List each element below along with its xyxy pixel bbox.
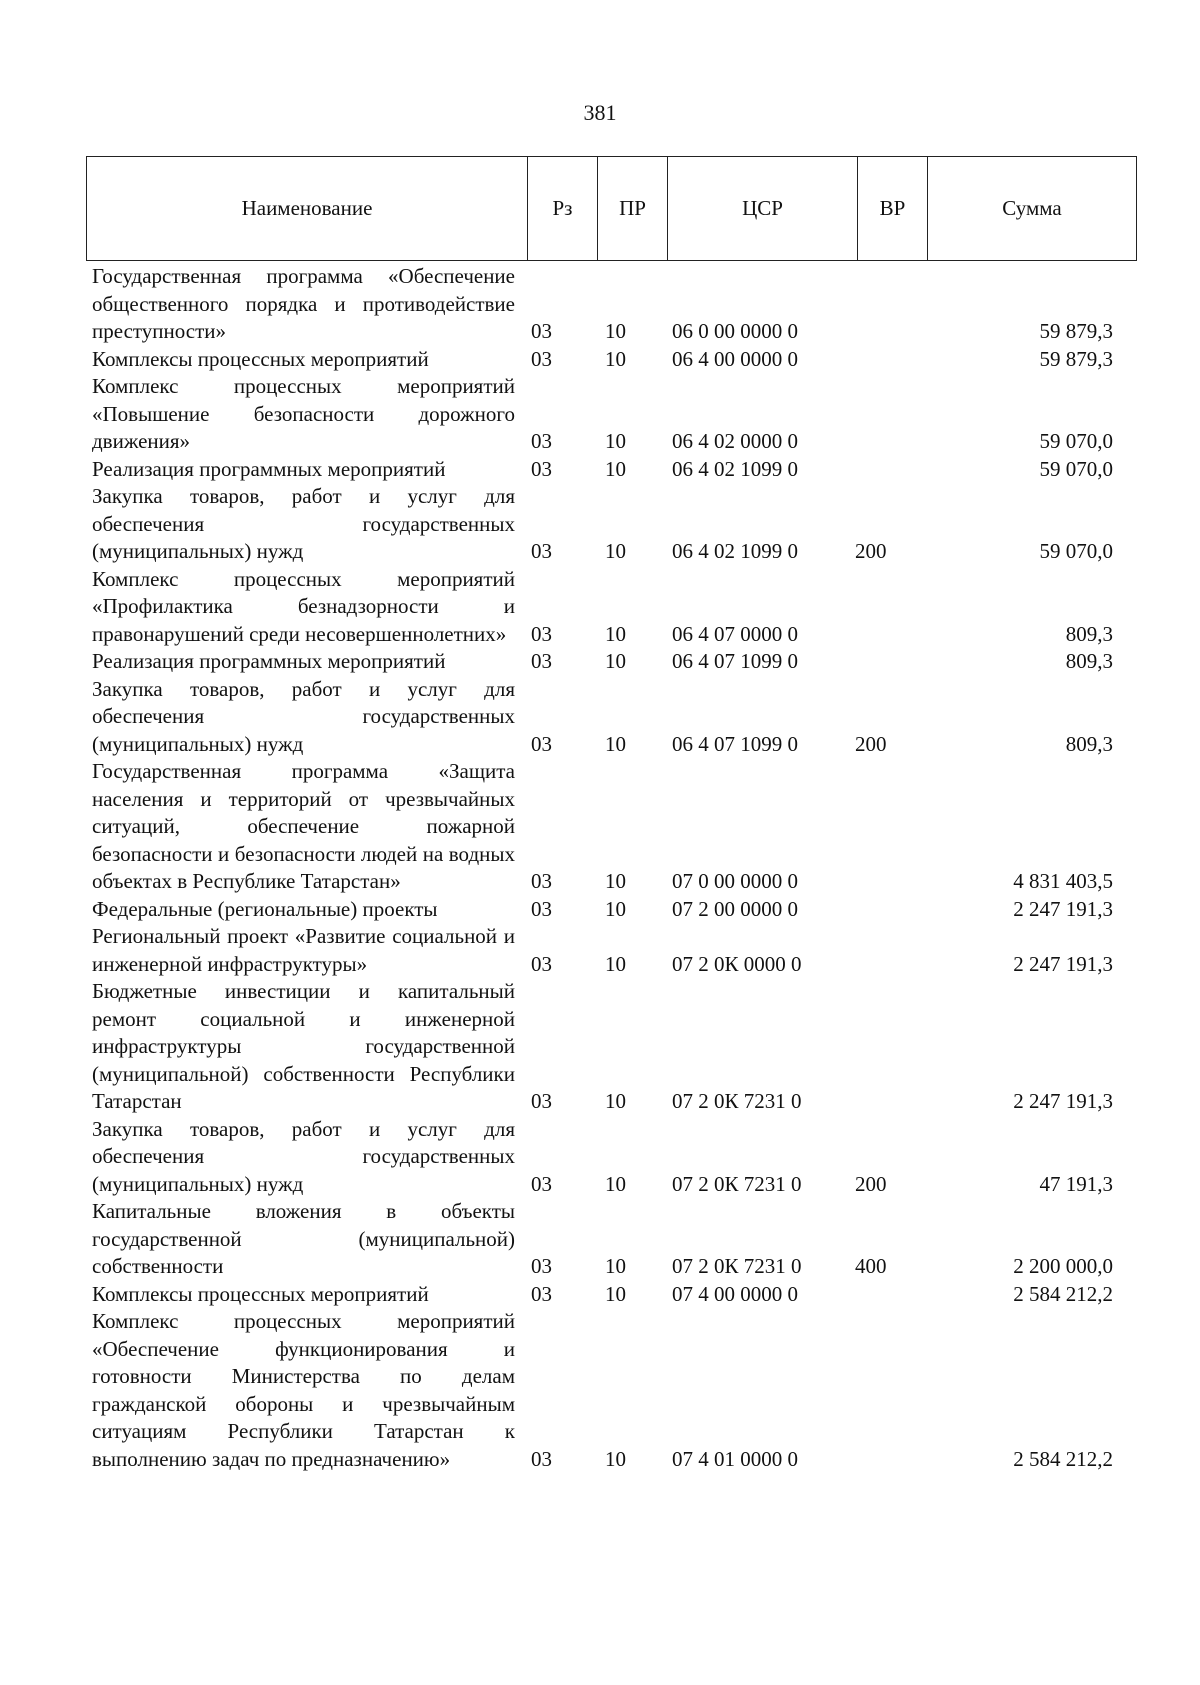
row-rz: 03 (531, 896, 552, 921)
header-name: Наименование (87, 157, 528, 260)
row-vr: 200 (855, 731, 887, 756)
table-header (86, 156, 1137, 261)
row-sum: 2 584 212,2 (1013, 1446, 1113, 1471)
row-csr: 07 4 01 0000 0 (672, 1446, 798, 1471)
row-pr: 10 (605, 346, 626, 371)
header-csr: ЦСР (668, 157, 858, 260)
row-sum: 59 070,0 (1039, 539, 1113, 563)
row-rz: 03 (531, 869, 552, 893)
table-row (86, 1116, 1137, 1199)
row-pr: 10 (605, 621, 626, 646)
row-csr: 07 4 00 0000 0 (672, 1281, 798, 1306)
row-rz: 03 (531, 429, 552, 453)
row-name: Федеральные (региональные) проекты (92, 896, 438, 921)
row-csr: 07 2 0К 7231 0 (672, 1171, 802, 1196)
table-row (86, 456, 1137, 484)
row-pr: 10 (605, 1446, 626, 1471)
row-name: Комплексы процессных мероприятий (92, 346, 429, 371)
row-vr: 400 (855, 1254, 887, 1278)
table-row (86, 1281, 1137, 1309)
row-csr: 07 0 00 0000 0 (672, 869, 798, 893)
row-rz: 03 (531, 1281, 552, 1306)
row-name: Комплекс процессных мероприятий «Повышение безопасности дорожного движения» (92, 374, 515, 453)
header-rz: Рз (528, 157, 598, 260)
row-sum: 47 191,3 (1039, 1171, 1113, 1196)
row-rz: 03 (531, 1171, 552, 1196)
row-csr: 06 4 00 0000 0 (672, 346, 798, 371)
row-rz: 03 (531, 319, 552, 343)
row-name: Закупка товаров, работ и услуг для обеспечения государственных (муниципальных) нужд (92, 484, 515, 563)
row-rz: 03 (531, 1446, 552, 1471)
row-csr: 06 4 07 1099 0 (672, 649, 798, 673)
table-row (86, 923, 1137, 978)
row-sum: 809,3 (1065, 649, 1113, 673)
row-sum: 2 247 191,3 (1013, 951, 1113, 976)
row-csr: 07 2 00 0000 0 (672, 896, 798, 921)
table-row (86, 483, 1137, 566)
row-name: Закупка товаров, работ и услуг для обеспечения государственных (муниципальных) нужд (92, 1116, 515, 1196)
row-csr: 06 4 02 0000 0 (672, 429, 798, 453)
row-pr: 10 (605, 649, 626, 673)
table-row (86, 373, 1137, 456)
row-name: Комплекс процессных мероприятий «Обеспечение функционирования и готовности Министерства по делам гражданской обороны и чрезвычайным ситуациям Республики Татарстан к выполнению задач по предназначению» (92, 1309, 515, 1471)
row-name: Государственная программа «Обеспечение общественного порядка и противодействие преступности» (92, 264, 515, 343)
row-rz: 03 (531, 649, 552, 673)
row-sum: 2 200 000,0 (1013, 1254, 1113, 1278)
row-sum: 59 879,3 (1039, 346, 1113, 371)
row-sum: 809,3 (1065, 621, 1113, 646)
row-vr: 200 (855, 1171, 887, 1196)
header-vr: ВР (858, 157, 928, 260)
row-name: Региональный проект «Развитие социальной и инженерной инфраструктуры» (92, 924, 515, 976)
row-sum: 59 070,0 (1039, 456, 1113, 481)
page-number: 381 (583, 100, 617, 125)
row-pr: 10 (605, 456, 626, 481)
row-pr: 10 (605, 869, 626, 893)
row-sum: 809,3 (1065, 731, 1113, 756)
row-rz: 03 (531, 1089, 552, 1113)
row-csr: 06 4 02 1099 0 (672, 456, 798, 481)
row-name: Реализация программных мероприятий (92, 456, 446, 481)
row-rz: 03 (531, 539, 552, 563)
row-csr: 06 4 07 1099 0 (672, 731, 798, 756)
row-pr: 10 (605, 1171, 626, 1196)
row-pr: 10 (605, 1089, 626, 1113)
row-rz: 03 (531, 456, 552, 481)
budget-table-body (86, 263, 1137, 1473)
row-rz: 03 (531, 731, 552, 756)
table-row (86, 263, 1137, 346)
row-rz: 03 (531, 346, 552, 371)
row-csr: 07 2 0К 7231 0 (672, 1254, 802, 1278)
row-name: Комплекс процессных мероприятий «Профилактика безнадзорности и правонарушений среди несовершеннолетних» (92, 566, 515, 646)
row-pr: 10 (605, 731, 626, 756)
row-pr: 10 (605, 429, 626, 453)
row-sum: 59 070,0 (1039, 429, 1113, 453)
header-pr: ПР (598, 157, 668, 260)
row-pr: 10 (605, 319, 626, 343)
row-name: Реализация программных мероприятий (92, 649, 446, 673)
table-row (86, 1198, 1137, 1281)
row-rz: 03 (531, 621, 552, 646)
row-rz: 03 (531, 1254, 552, 1278)
row-name: Капитальные вложения в объекты государственной (муниципальной) собственности (92, 1199, 515, 1278)
table-row (86, 758, 1137, 896)
row-pr: 10 (605, 951, 626, 976)
table-row (86, 346, 1137, 374)
row-csr: 06 4 02 1099 0 (672, 539, 798, 563)
row-rz: 03 (531, 951, 552, 976)
row-sum: 4 831 403,5 (1013, 869, 1113, 893)
row-name: Бюджетные инвестиции и капитальный ремонт социальной и инженерной инфраструктуры государственной (муниципальной) собственности Республики Татарстан (92, 979, 515, 1113)
row-name: Комплексы процессных мероприятий (92, 1281, 429, 1306)
row-pr: 10 (605, 896, 626, 921)
header-sum: Сумма (1002, 196, 1062, 220)
table-row (86, 676, 1137, 759)
row-csr: 06 4 07 0000 0 (672, 621, 798, 646)
row-vr: 200 (855, 539, 887, 563)
row-sum: 2 247 191,3 (1013, 896, 1113, 921)
row-sum: 2 247 191,3 (1013, 1089, 1113, 1113)
table-row (86, 896, 1137, 924)
row-sum: 2 584 212,2 (1013, 1281, 1113, 1306)
row-csr: 07 2 0К 7231 0 (672, 1089, 802, 1113)
row-name: Государственная программа «Защита населения и территорий от чрезвычайных ситуаций, обеспечение пожарной безопасности и безопасности людей на водных объектах в Республике Татарстан» (92, 759, 515, 893)
table-row (86, 978, 1137, 1116)
table-row (86, 566, 1137, 649)
table-row (86, 648, 1137, 676)
row-csr: 06 0 00 0000 0 (672, 319, 798, 343)
row-sum: 59 879,3 (1039, 319, 1113, 343)
row-pr: 10 (605, 1281, 626, 1306)
row-pr: 10 (605, 539, 626, 563)
row-pr: 10 (605, 1254, 626, 1278)
row-name: Закупка товаров, работ и услуг для обеспечения государственных (муниципальных) нужд (92, 676, 515, 756)
table-row (86, 1308, 1137, 1473)
row-csr: 07 2 0К 0000 0 (672, 951, 802, 976)
